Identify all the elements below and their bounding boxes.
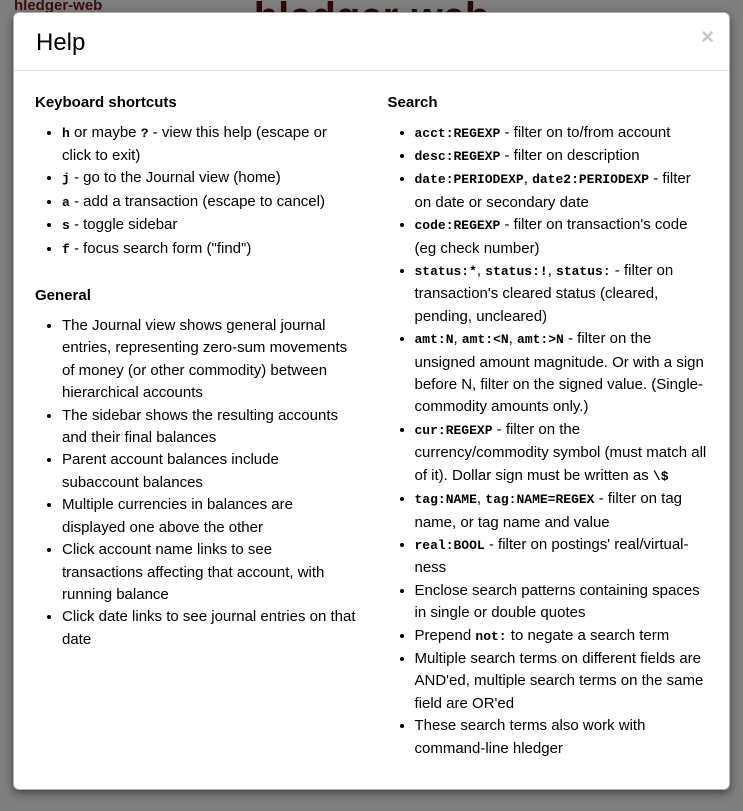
text-segment: - filter on the unsigned amount magnitude. Or with a sign before N, filter on the signed value. (Single-commodity amounts only.) [414,330,704,416]
code-term: acct:REGEXP [414,125,501,141]
text-segment: - filter on description [500,147,640,164]
section-heading: General [35,287,91,305]
list-item [62,449,357,494]
text-segment: , [523,170,533,188]
list-item [415,145,710,168]
text-segment: Prepend [414,626,476,644]
modal-title: Help [36,29,86,56]
list-item [415,488,710,534]
text-segment: The sidebar shows the resulting accounts and their final balances [62,406,338,447]
code-term: date:PERIODEXP [414,172,524,188]
list-item [62,214,357,237]
list-item [62,315,357,405]
code-term: code:REGEXP [414,218,501,234]
text-segment: These search terms also work with command-line hledger [414,717,646,757]
text-segment: - filter on postings' real/virtual-ness [414,535,689,577]
list-item [62,238,357,261]
help-list [387,122,710,760]
text-segment: - go to the Journal view (home) [69,169,281,187]
right-column [387,85,710,779]
code-term: tag:NAME=REGEX [485,492,595,508]
code-term: \$ [652,468,669,484]
list-item [415,580,710,625]
left-column [34,85,357,779]
text-segment: - add a transaction (escape to cancel) [69,192,325,210]
text-segment: Multiple search terms on different fields are AND'ed, multiple search terms on the same field are OR'ed [414,649,704,712]
text-segment: Enclose search patterns containing spaces in single or double quotes [414,581,700,622]
text-segment: - filter on date or secondary date [414,170,691,211]
code-term: amt:>N [517,332,564,348]
text-segment: - view this help (escape or click to exit) [62,123,327,164]
modal-body [14,71,729,789]
text-segment: Click date links to see journal entries on that date [62,608,356,648]
text-segment: - filter on tag name, or tag name and value [414,490,683,531]
list-item [415,715,710,760]
text-segment: Multiple currencies in balances are displayed one above the other [62,496,293,536]
section-heading: Keyboard shortcuts [35,93,177,111]
text-segment: , [476,490,486,508]
list-item [62,122,357,168]
list-item [62,539,357,606]
list-item [62,494,357,539]
help-list [34,122,357,261]
code-term: ? [140,125,149,141]
list-item [415,648,710,715]
close-icon[interactable]: × [701,24,714,49]
text-segment: , [547,262,557,280]
text-segment: The Journal view shows general journal entries, representing zero-sum movements of money (or other commodity) between hierarchical accounts [62,317,348,402]
list-item [415,168,710,214]
list-item [415,260,710,328]
list-item [415,625,710,648]
text-segment: - filter on to/from account [500,123,671,141]
text-segment: - focus search form ("find") [69,239,252,257]
code-term: amt:<N [461,332,509,348]
list-item [62,405,357,450]
list-item [62,191,357,214]
text-segment: - filter on transaction's cleared status (cleared, pending, uncleared) [414,262,674,325]
code-term: f [62,241,70,257]
code-term: amt:N [414,332,454,348]
code-term: desc:REGEXP [414,149,501,164]
code-term: status:! [485,264,548,280]
help-modal [13,12,730,790]
list-item [415,419,710,488]
code-term: status: [556,264,611,280]
code-term: not: [475,628,507,644]
code-term: h [62,125,70,141]
text-segment: , [476,262,486,280]
code-term: s [62,218,70,234]
code-term: date2:PERIODEXP [532,172,650,188]
text-segment: - filter on the currency/commodity symbol (must match all of it). Dollar sign must be written as [414,420,707,484]
code-term: j [62,171,70,187]
list-item [415,214,710,260]
list-item [415,534,710,580]
code-term: status:* [414,264,477,280]
text-segment: or maybe [69,123,141,141]
text-segment: , [508,330,518,348]
code-term: tag:NAME [414,492,477,508]
modal-header [14,13,729,71]
code-term: cur:REGEXP [414,422,493,438]
text-segment: Parent account balances include subaccount balances [62,451,279,491]
list-item [415,122,710,145]
code-term: a [62,194,70,210]
text-segment: - filter on transaction's code (eg check number) [414,216,688,257]
text-segment: - toggle sidebar [69,216,178,234]
list-item [62,606,357,651]
help-list [34,315,357,651]
code-term: real:BOOL [414,537,485,553]
text-segment: to negate a search term [506,626,670,644]
text-segment: , [453,330,462,348]
list-item [62,167,357,190]
list-item [415,328,710,419]
section-heading: Search [387,93,438,111]
text-segment: Click account name links to see transactions affecting that account, with running balance [62,541,325,603]
